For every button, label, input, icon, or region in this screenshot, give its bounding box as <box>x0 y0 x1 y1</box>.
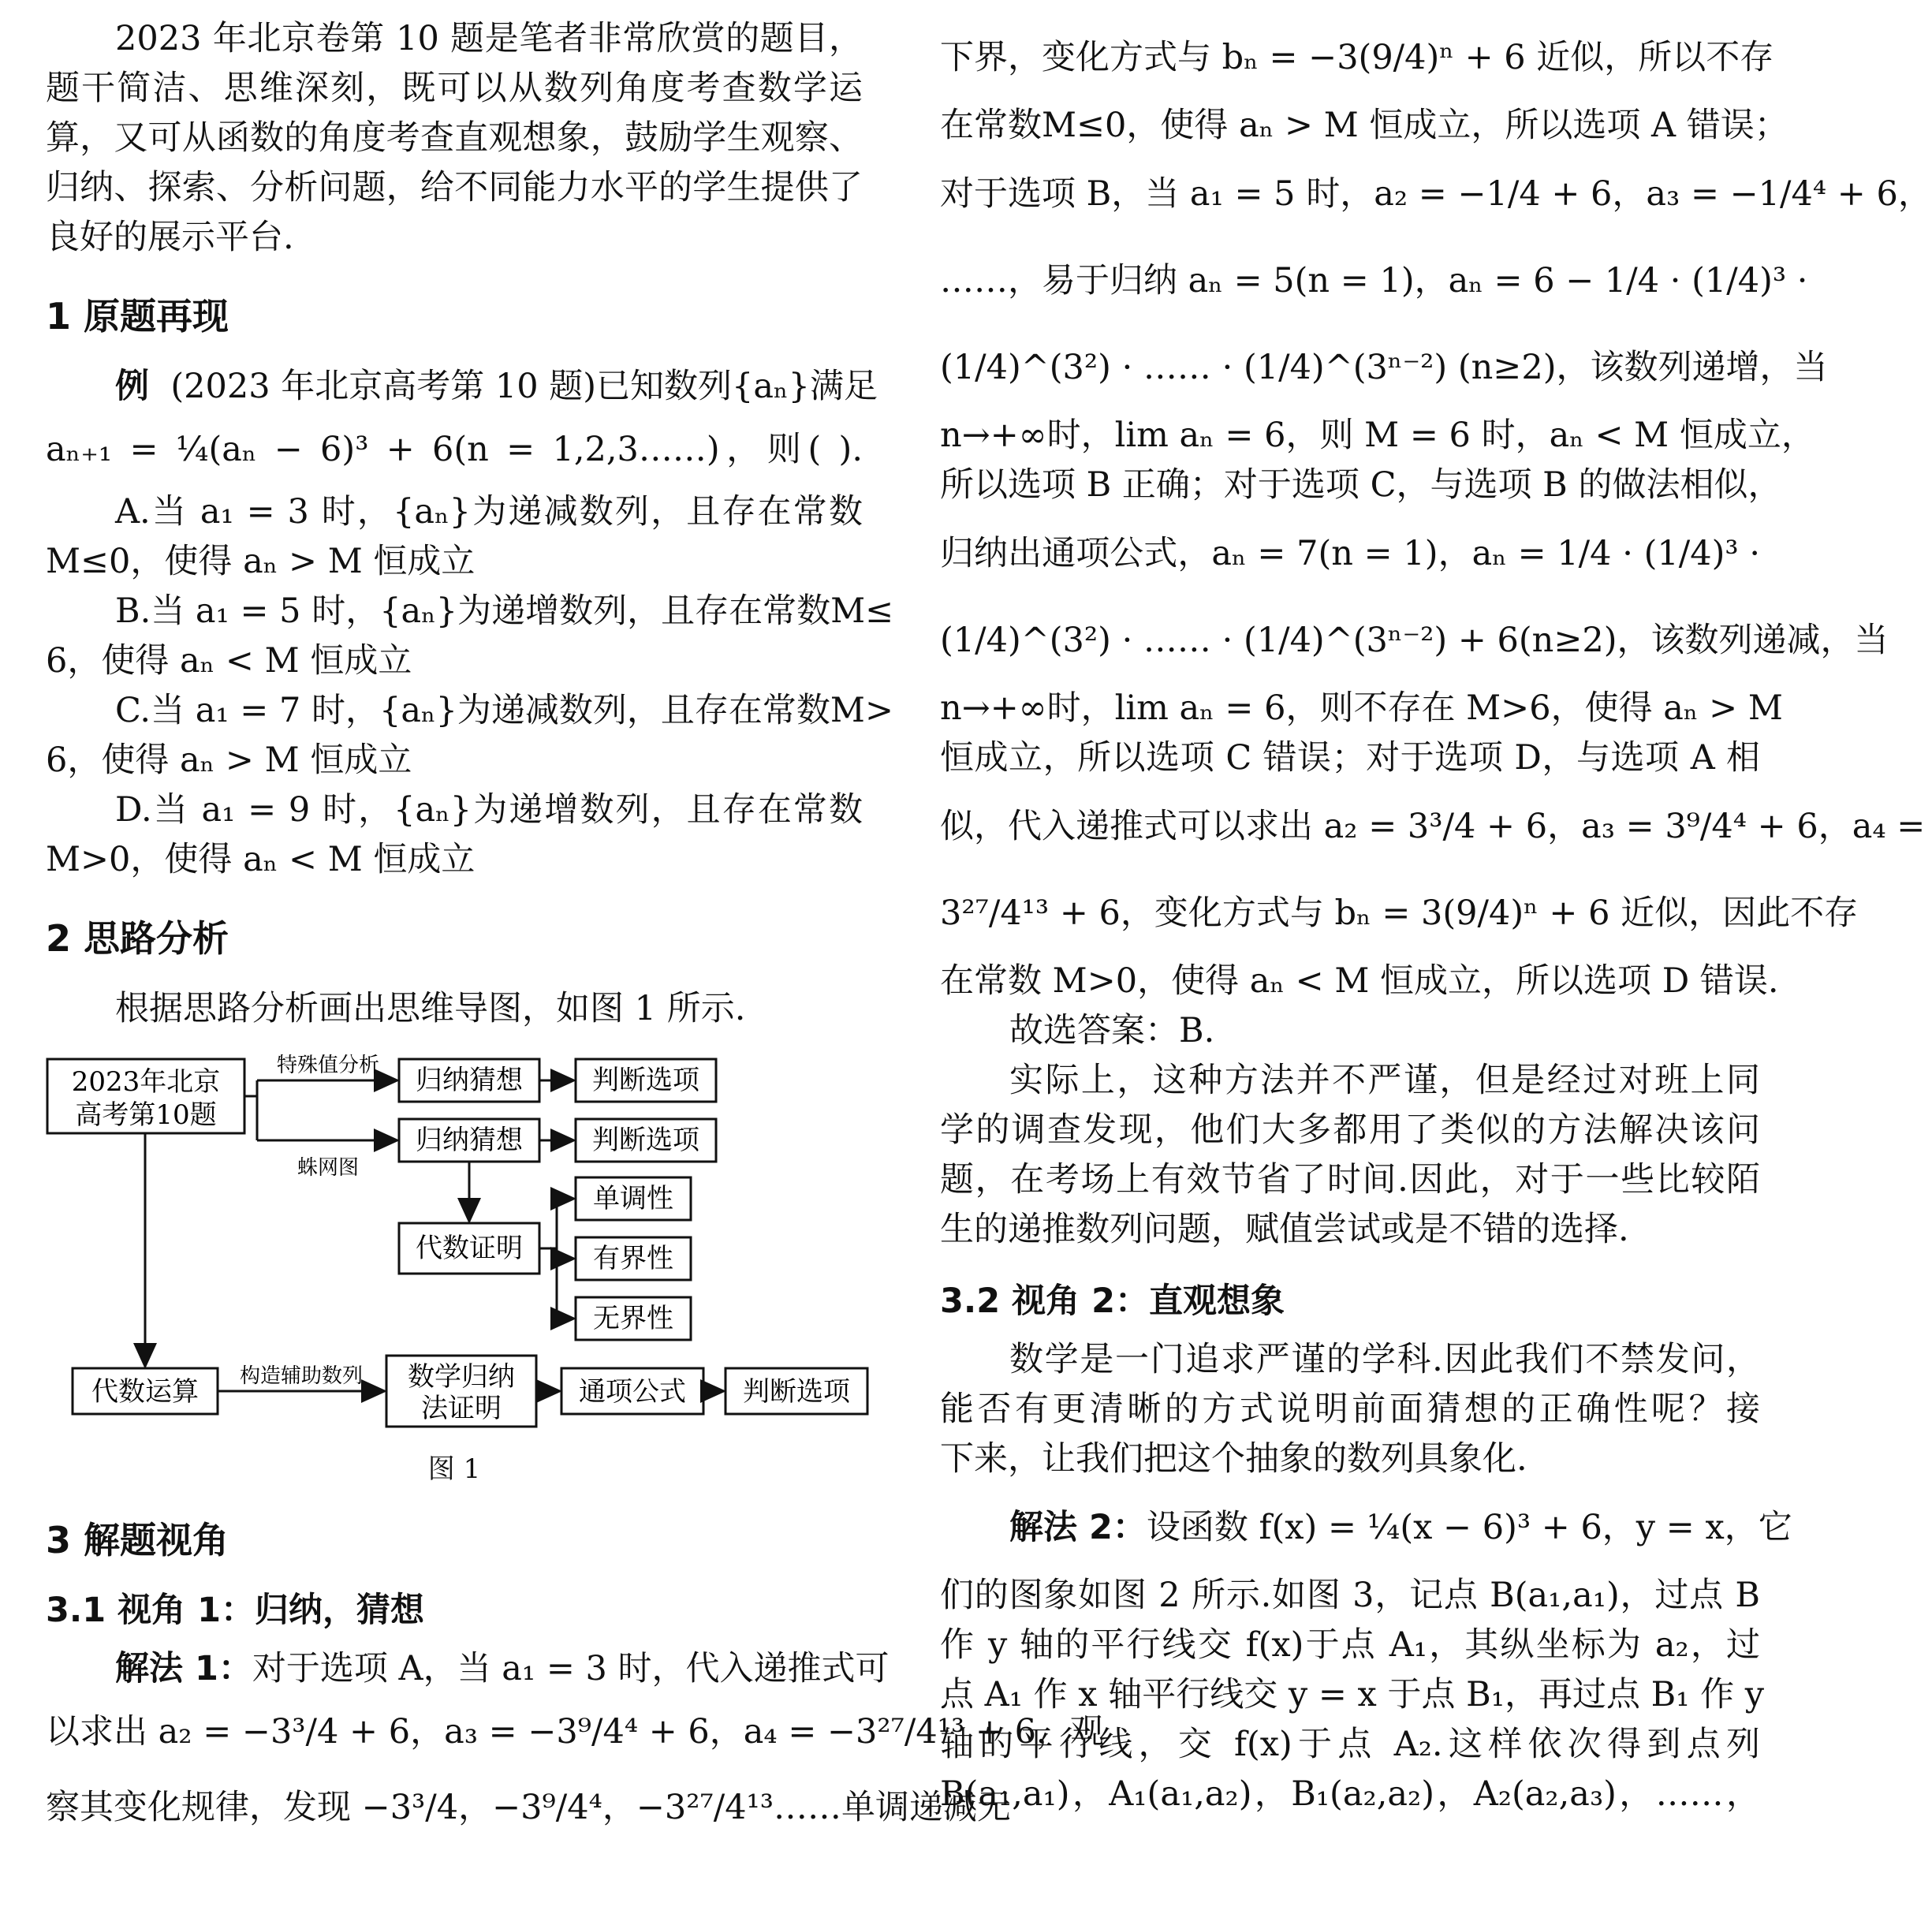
body-line: n→+∞时，lim aₙ = 6，则不存在 M>6，使得 aₙ > M <box>940 688 1783 728</box>
example-formula: aₙ₊₁ = ¼(aₙ − 6)³ + 6(n = 1,2,3……)，则( ). <box>46 430 863 469</box>
mindmap-svg <box>46 1042 863 1452</box>
method1-line: 以求出 a₂ = −3³/4 + 6，a₃ = −3⁹/4⁴ + 6，a₄ = −3²⁷/4¹³ + 6，观 <box>46 1712 1104 1752</box>
method2-label: 解法 2： <box>1009 1508 1147 1547</box>
body-line: 下界，变化方式与 bₙ = −3(9/4)ⁿ + 6 近似，所以不存 <box>940 38 1774 77</box>
node-root-text-1: 2023年北京 <box>71 1066 221 1098</box>
para2-line: 题，在考场上有效节省了时间.因此，对于一些比较陌 <box>940 1160 1760 1199</box>
node-algebra-text: 代数运算 <box>91 1376 199 1408</box>
body-line: 对于选项 B，当 a₁ = 5 时，a₂ = −1/4 + 6，a₃ = −1/4⁴ + 6， <box>940 174 1932 214</box>
node-unbounded-text: 无界性 <box>593 1303 673 1334</box>
option-a-line: M≤0，使得 aₙ > M 恒成立 <box>46 542 476 581</box>
figure-1-mindmap <box>46 1042 863 1452</box>
body-line: (1/4)^(3²) · …… · (1/4)^(3ⁿ⁻²) (n≥2)，该数列递增，当 <box>940 348 1828 387</box>
method2-line: 作 y 轴的平行线交 f(x)于点 A₁，其纵坐标为 a₂，过 <box>940 1625 1760 1665</box>
para3-line: 下来，让我们把这个抽象的数列具象化. <box>940 1439 1527 1479</box>
option-a-line: A.当 a₁ = 3 时，{aₙ}为递减数列，且存在常数 <box>115 492 863 532</box>
method2-line: B(a₁,a₁)，A₁(a₁,a₂)，B₁(a₂,a₂)，A₂(a₂,a₃)，……， <box>940 1774 1760 1814</box>
node-guess2-text: 归纳猜想 <box>416 1125 523 1156</box>
figure-1-caption: 图 1 <box>427 1453 481 1485</box>
para2-line: 学的调查发现，他们大多都用了类似的方法解决该问 <box>940 1110 1760 1150</box>
method2-line: 们的图象如图 2 所示.如图 3，记点 B(a₁,a₁)，过点 B <box>940 1576 1760 1615</box>
section-1-title: 1 原题再现 <box>46 295 229 338</box>
edge-label-cobweb: 蛛网图 <box>297 1156 360 1180</box>
node-root-text-2: 高考第10题 <box>75 1099 217 1131</box>
edge-label-special: 特殊值分析 <box>276 1054 380 1077</box>
node-mono-text: 单调性 <box>593 1183 673 1214</box>
method2-line: 轴的平行线，交 f(x)于点 A₂.这样依次得到点列 <box>940 1725 1760 1764</box>
body-line: 归纳出通项公式，aₙ = 7(n = 1)，aₙ = 1/4 · (1/4)³ · <box>940 534 1760 573</box>
method2-line <box>940 1484 1792 1571</box>
method1-text: 对于选项 A，当 a₁ = 3 时，代入递推式可 <box>252 1649 890 1688</box>
option-b-line: B.当 a₁ = 5 时，{aₙ}为递增数列，且存在常数M≤ <box>115 591 894 631</box>
method2-line: 点 A₁ 作 x 轴平行线交 y = x 于点 B₁，再过点 B₁ 作 y <box>940 1675 1765 1714</box>
node-proof-text: 代数证明 <box>416 1233 523 1264</box>
example-text: (2023 年北京高考第 10 题)已知数列{aₙ}满足 <box>170 367 878 406</box>
node-judge1-text: 判断选项 <box>592 1065 699 1096</box>
body-line: n→+∞时，lim aₙ = 6，则 M = 6 时，aₙ < M 恒成立， <box>940 416 1815 455</box>
body-line: 似，代入递推式可以求出 a₂ = 3³/4 + 6，a₃ = 3⁹/4⁴ + 6，a₄ = <box>940 807 1926 846</box>
section-3-2-title: 3.2 视角 2：直观想象 <box>940 1281 1285 1321</box>
node-guess1-text: 归纳猜想 <box>416 1065 523 1096</box>
answer-line: 故选答案：B. <box>1009 1011 1215 1050</box>
body-line: 恒成立，所以选项 C 错误；对于选项 D，与选项 A 相 <box>940 738 1760 778</box>
node-induction-text-1: 数学归纳 <box>408 1361 515 1393</box>
node-judge2-text: 判断选项 <box>592 1125 699 1156</box>
body-line: 3²⁷/4¹³ + 6，变化方式与 bₙ = 3(9/4)ⁿ + 6 近似，因此不存 <box>940 893 1859 933</box>
intro-line: 题干简洁、思维深刻，既可以从数列角度考查数学运 <box>46 69 863 108</box>
body-line: 在常数 M>0，使得 aₙ < M 恒成立，所以选项 D 错误. <box>940 961 1779 1001</box>
node-induction-text-2: 法证明 <box>421 1393 502 1424</box>
node-bounded-text: 有界性 <box>593 1243 673 1274</box>
method1-line: 察其变化规律，发现 −3³/4，−3⁹/4⁴，−3²⁷/4¹³……单调递减无 <box>46 1788 1012 1827</box>
right-column <box>940 14 1932 1819</box>
section-3-1-title: 3.1 视角 1：归纳，猜想 <box>46 1591 425 1630</box>
method2-text: 设函数 f(x) = ¼(x − 6)³ + 6，y = x，它 <box>1146 1508 1792 1547</box>
section-2-title: 2 思路分析 <box>46 917 229 960</box>
node-formula-text: 通项公式 <box>579 1376 686 1408</box>
intro-line: 归纳、探索、分析问题，给不同能力水平的学生提供了 <box>46 168 863 207</box>
method1-label: 解法 1： <box>115 1649 252 1688</box>
body-line: (1/4)^(3²) · …… · (1/4)^(3ⁿ⁻²) + 6(n≥2)，该数列递减，当 <box>940 621 1889 660</box>
para3-line: 数学是一门追求严谨的学科.因此我们不禁发问， <box>1009 1340 1760 1379</box>
node-judge3-text: 判断选项 <box>743 1376 850 1408</box>
para2-line: 生的递推数列问题，赋值尝试或是不错的选择. <box>940 1210 1629 1249</box>
edge-label-aux: 构造辅助数列 <box>239 1364 364 1388</box>
example-label: 例 <box>115 367 149 406</box>
option-b-line: 6，使得 aₙ < M 恒成立 <box>46 641 412 681</box>
option-d-line: D.当 a₁ = 9 时，{aₙ}为递增数列，且存在常数 <box>115 790 863 830</box>
para2-line: 实际上，这种方法并不严谨，但是经过对班上同 <box>1009 1061 1760 1100</box>
intro-line: 良好的展示平台. <box>46 218 294 257</box>
method1-line <box>46 1644 890 1694</box>
body-line: 所以选项 B 正确；对于选项 C，与选项 B 的做法相似， <box>940 465 1782 505</box>
intro-line: 算，又可从函数的角度考查直观想象，鼓励学生观察、 <box>46 118 863 158</box>
example-line <box>46 362 878 412</box>
intro-line: 2023 年北京卷第 10 题是笔者非常欣赏的题目， <box>115 19 863 58</box>
para3-line: 能否有更清晰的方式说明前面猜想的正确性呢？接 <box>940 1390 1760 1429</box>
section-2-text: 根据思路分析画出思维导图，如图 1 所示. <box>115 989 746 1028</box>
body-line: 在常数M≤0，使得 aₙ > M 恒成立，所以选项 A 错误； <box>940 106 1788 145</box>
option-c-line: C.当 a₁ = 7 时，{aₙ}为递减数列，且存在常数M> <box>115 691 893 730</box>
body-line: ……，易于归纳 aₙ = 5(n = 1)，aₙ = 6 − 1/4 · (1/4)³ · <box>940 261 1808 300</box>
section-3-title: 3 解题视角 <box>46 1519 229 1561</box>
option-c-line: 6，使得 aₙ > M 恒成立 <box>46 741 412 780</box>
option-d-line: M>0，使得 aₙ < M 恒成立 <box>46 840 476 879</box>
